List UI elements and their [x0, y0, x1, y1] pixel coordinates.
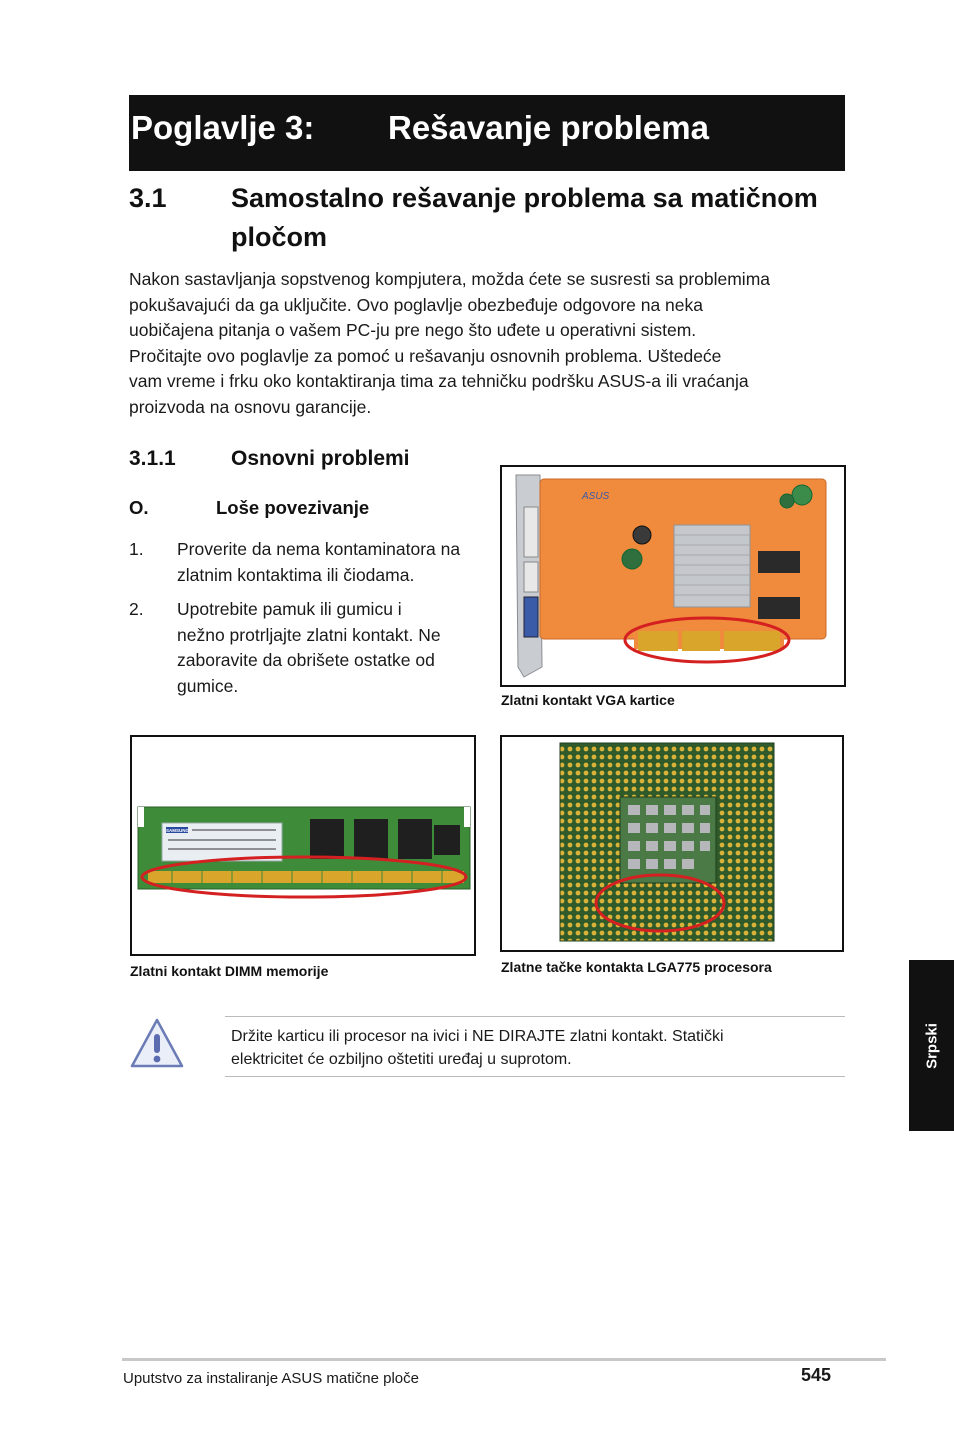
warning-line: Držite karticu ili procesor na ivici i NE DIRAJTE zlatni kontakt. Statički [231, 1028, 724, 1045]
cpu-illustration [502, 737, 842, 950]
vga-card-photo [500, 465, 846, 687]
page-number: 545 [801, 1365, 832, 1385]
subsection-number: 3.1.1 [129, 447, 176, 470]
language-side-tab-label: Srpski [923, 1022, 940, 1069]
cpu-caption: Zlatne tačke kontakta LGA775 procesora [501, 959, 772, 975]
warning-triangle-icon [129, 1016, 185, 1070]
warning-line: elektricitet će ozbiljno oštetiti uređaj u suprotom. [231, 1051, 572, 1068]
intro-line: vam vreme i frku oko kontaktiranja tima za tehničku podršku ASUS-a ili vraćanja [129, 371, 749, 392]
intro-line: pokušavajući da ga uključite. Ovo poglavlje obezbeđuje odgovore na neka [129, 294, 704, 315]
footer-rule [122, 1358, 886, 1361]
intro-line: proizvoda na osnovu garancije. [129, 396, 372, 417]
intro-line: Pročitajte ovo poglavlje za pomoć u rešavanju osnovnih problema. Uštedeće [129, 345, 722, 366]
intro-paragraph [129, 267, 849, 421]
vga-caption: Zlatni kontakt VGA kartice [501, 692, 675, 708]
warning-text [231, 1025, 724, 1071]
question-title: Loše povezivanje [216, 497, 370, 518]
step-line: gumice. [177, 675, 239, 696]
step-1-text [177, 537, 497, 588]
warning-bottom-rule [225, 1076, 845, 1077]
section-number: 3.1 [129, 183, 167, 213]
section-title-line2: pločom [231, 222, 328, 252]
step-2-number: 2. [129, 599, 144, 619]
chapter-title: Rešavanje problema [388, 109, 709, 146]
step-2-text [177, 597, 497, 699]
chapter-number: Poglavlje 3: [131, 109, 315, 146]
dimm-illustration [132, 737, 474, 954]
subsection-title: Osnovni problemi [231, 447, 410, 470]
section-title-line1: Samostalno rešavanje problema sa matičnom [231, 183, 818, 213]
step-line: nežno protrljajte zlatni kontakt. Ne [177, 624, 441, 645]
vga-brand-label: ASUS [582, 491, 610, 502]
warning-top-rule [225, 1016, 845, 1017]
dimm-caption: Zlatni kontakt DIMM memorije [130, 963, 329, 979]
intro-line: uobičajena pitanja o vašem PC-ju pre nego što uđete u operativni sistem. [129, 320, 697, 341]
question-label: O. [129, 497, 149, 518]
step-line: Upotrebite pamuk ili gumicu i [177, 599, 402, 619]
dimm-photo [130, 735, 476, 956]
cpu-photo [500, 735, 844, 952]
vga-card-illustration [502, 467, 844, 685]
step-line: zaboravite da obrišete ostatke od [177, 650, 435, 671]
step-line: Proverite da nema kontaminatora na [177, 539, 461, 559]
intro-line: Nakon sastavljanja sopstvenog kompjutera, možda ćete se susresti sa problemima [129, 269, 771, 289]
step-line: zlatnim kontaktima ili čiodama. [177, 564, 415, 585]
chapter-header-bar [129, 95, 845, 171]
footer-text: Uputstvo za instaliranje ASUS matične ploče [123, 1370, 419, 1387]
step-1-number: 1. [129, 539, 144, 559]
language-side-tab [909, 960, 954, 1131]
dimm-brand-label: SAMSUNG [166, 828, 190, 833]
